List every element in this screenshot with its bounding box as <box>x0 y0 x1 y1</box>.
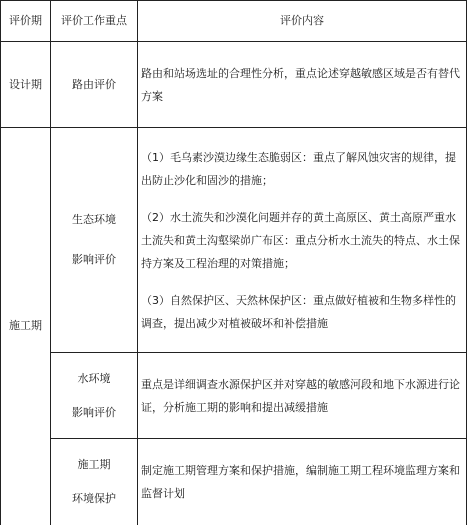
water-focus-line1: 水环境 <box>77 371 111 385</box>
design-period-cell: 设计期 <box>1 42 51 128</box>
design-content-cell <box>138 42 467 128</box>
ecology-focus-line1: 生态环境 <box>72 213 116 226</box>
header-content: 评价内容 <box>138 1 467 42</box>
management-focus-cell <box>51 439 138 525</box>
water-content-text: 重点是详细调查水源保护区并对穿越的敏感河段和地下水源进行论证，分析施工期的影响和提出减缓措施 <box>141 377 460 414</box>
management-row <box>1 439 467 525</box>
ecology-content-cell <box>138 128 467 353</box>
management-content-text: 制定施工期管理方案和保护措施，编制施工期工程环境监理方案和监督计划 <box>141 463 460 500</box>
ecology-row <box>1 128 467 353</box>
management-focus-line1: 施工期 <box>77 457 111 471</box>
management-focus-line2: 环境保护 <box>72 491 116 505</box>
ecology-focus-line2: 影响评价 <box>72 253 116 266</box>
header-row <box>1 1 467 42</box>
water-focus-line2: 影响评价 <box>72 405 116 419</box>
construction-period-cell: 施工期 <box>1 128 51 525</box>
water-row <box>1 353 467 439</box>
header-focus: 评价工作重点 <box>51 1 138 42</box>
design-content-text: 路由和站场选址的合理性分析，重点论述穿越敏感区域是否有替代方案 <box>141 66 460 103</box>
ecology-focus-cell <box>51 128 138 353</box>
header-period: 评价期 <box>1 1 51 42</box>
water-content-cell <box>138 353 467 439</box>
ecology-item-1: （1）毛乌素沙漠边缘生态脆弱区：重点了解风蚀灾害的规律，提出防止沙化和固沙的措施； <box>141 150 456 187</box>
design-focus-cell: 路由评价 <box>51 42 138 128</box>
water-focus-cell <box>51 353 138 439</box>
ecology-item-3: （3）自然保护区、天然林保护区：重点做好植被和生物多样性的调查，提出减少对植被破坏和补偿措施 <box>141 293 456 330</box>
design-phase-row <box>1 42 467 128</box>
management-content-cell <box>138 439 467 525</box>
ecology-item-2: （2）水土流失和沙漠化问题并存的黄土高原区、黄土高原严重水土流失和黄土沟壑梁峁广布区：重点分析水土流失的特点、水土保持方案及工程治理的对策措施； <box>141 210 460 270</box>
